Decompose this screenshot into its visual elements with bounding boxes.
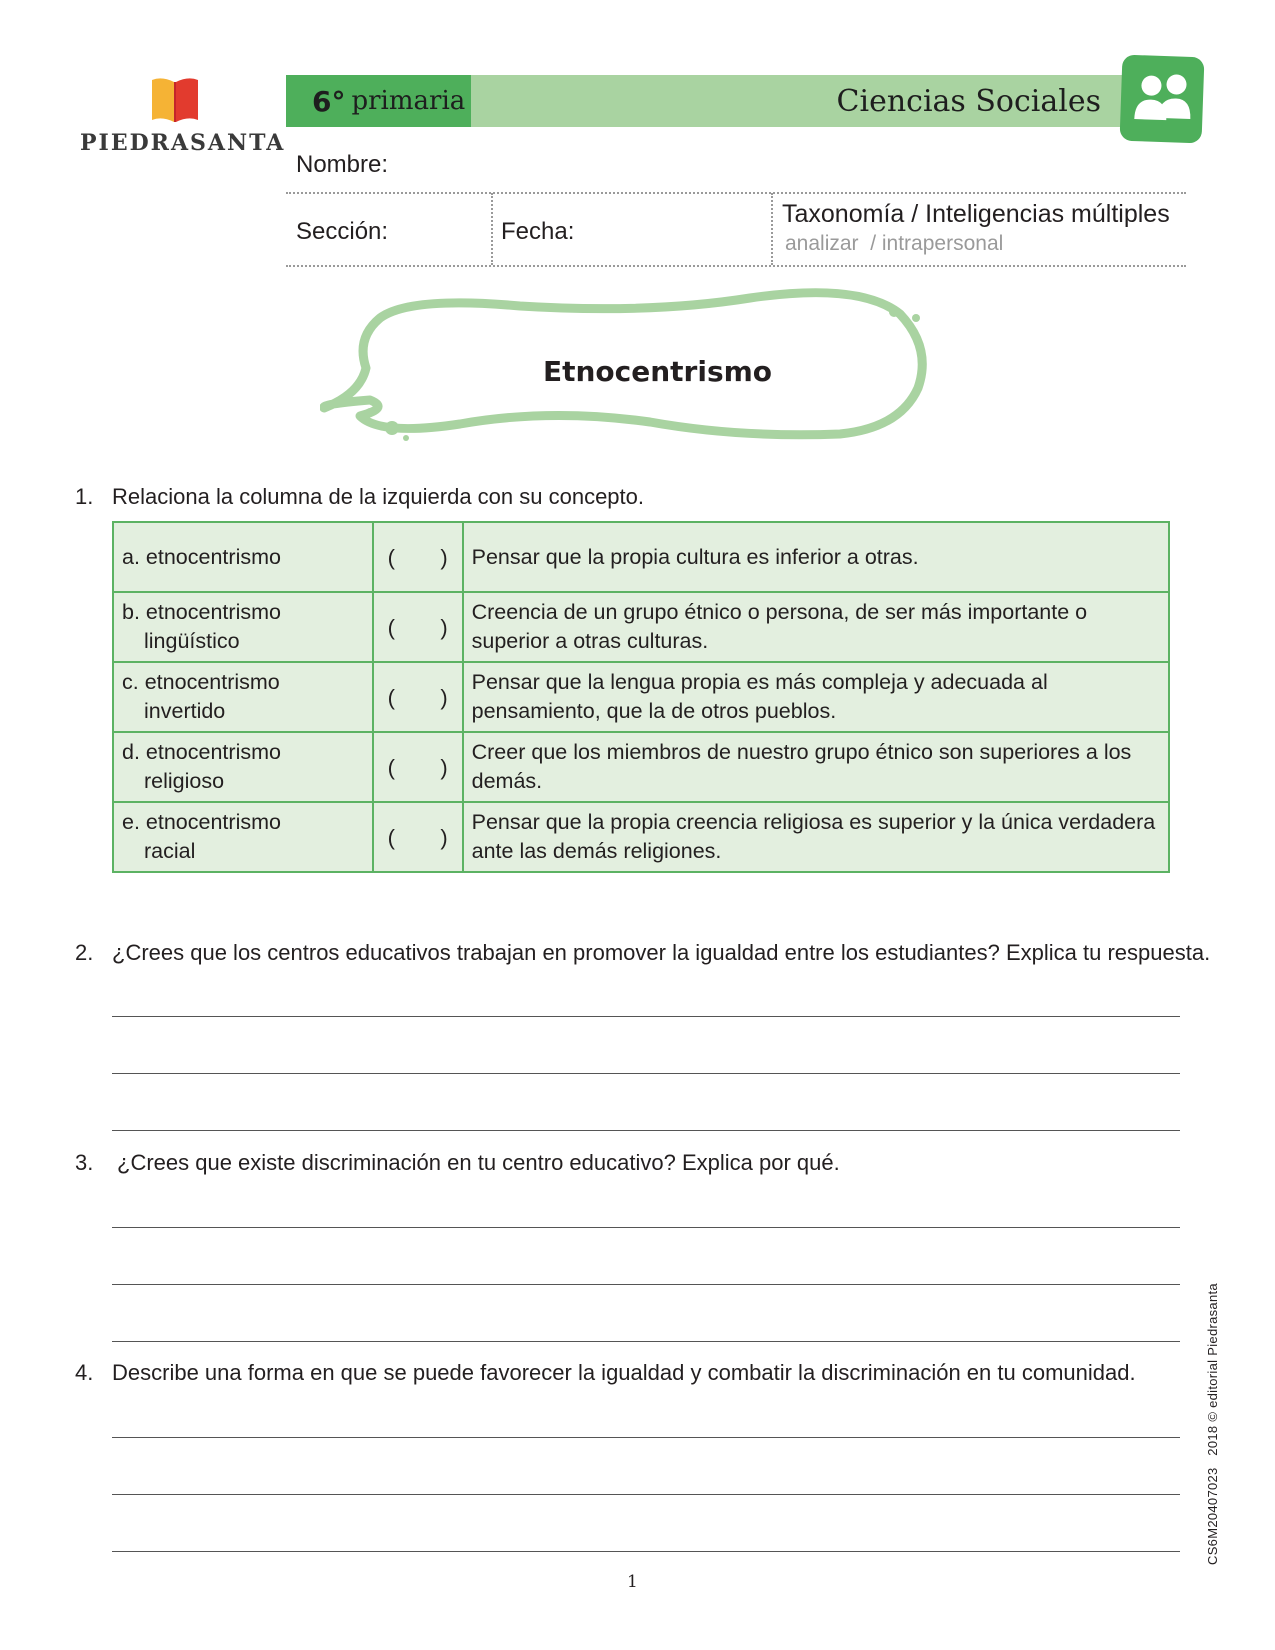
term-cell: [113, 522, 373, 592]
taxonomy-value: analizar / intrapersonal: [785, 232, 1004, 255]
answer-line[interactable]: [112, 1284, 1180, 1285]
answer-line[interactable]: [112, 1227, 1180, 1228]
answer-line[interactable]: [112, 1073, 1180, 1074]
term-cell: [113, 662, 373, 732]
paren-open: (: [387, 754, 395, 780]
option-letter: a.: [122, 544, 140, 569]
option-letter: d.: [122, 740, 140, 764]
question-text: Relaciona la columna de la izquierda con su concepto.: [112, 484, 644, 509]
page-number: 1: [627, 1572, 638, 1592]
question-text: Describe una forma en que se puede favorecer la igualdad y combatir la discriminación en tu comunidad.: [112, 1360, 1136, 1385]
name-label: Nombre:: [296, 151, 389, 178]
divider: [491, 193, 493, 265]
answer-blank[interactable]: [373, 522, 463, 592]
option-letter: b.: [122, 600, 140, 624]
subject-bar: [471, 75, 1131, 127]
option-letter: e.: [122, 810, 140, 834]
table-row: [113, 732, 1169, 802]
term-cell: [113, 732, 373, 802]
question-text: ¿Crees que los centros educativos trabajan en promover la igualdad entre los estudiantes? Explica tu respuesta.: [112, 940, 1211, 965]
answer-line[interactable]: [112, 1437, 1180, 1438]
paren-open: (: [387, 614, 395, 640]
question-number: 1.: [75, 484, 94, 509]
divider: [286, 192, 1186, 194]
term-qualifier: racial: [144, 839, 196, 863]
term-qualifier: invertido: [144, 699, 226, 723]
answer-line[interactable]: [112, 1494, 1180, 1495]
paren-open: (: [387, 544, 395, 570]
paren-close: ): [440, 684, 448, 710]
definition-cell: Pensar que la propia cultura es inferior a otras.: [463, 522, 1169, 592]
term-cell: [113, 592, 373, 662]
answer-line[interactable]: [112, 1551, 1180, 1552]
answer-blank[interactable]: [373, 662, 463, 732]
answer-line[interactable]: [112, 1341, 1180, 1342]
divider: [286, 265, 1186, 267]
paren-close: ): [440, 544, 448, 570]
definition-cell: Creer que los miembros de nuestro grupo étnico son superiores a los demás.: [463, 732, 1169, 802]
paren-close: ): [440, 614, 448, 640]
definition-cell: Creencia de un grupo étnico o persona, de ser más importante o superior a otras culturas.: [463, 592, 1169, 662]
term-qualifier: religioso: [144, 769, 225, 793]
group-icon: [1120, 55, 1205, 144]
table-row: [113, 662, 1169, 732]
question-text: ¿Crees que existe discriminación en tu centro educativo? Explica por qué.: [117, 1150, 840, 1175]
term: etnocentrismo: [145, 810, 281, 834]
term: etnocentrismo: [144, 670, 280, 694]
question-number: 2.: [75, 940, 94, 965]
term: etnocentrismo: [145, 600, 281, 624]
table-row: [113, 592, 1169, 662]
grade-number: 6°: [312, 84, 346, 118]
definition-cell: Pensar que la propia creencia religiosa es superior y la única verdadera ante las demás religiones.: [463, 802, 1169, 872]
term-cell: [113, 802, 373, 872]
grade-word: primaria: [351, 86, 466, 116]
worksheet-title: Etnocentrismo: [542, 355, 773, 388]
publisher-name: PIEDRASANTA: [80, 130, 286, 156]
answer-blank[interactable]: [373, 732, 463, 802]
copyright-notice: CS6M20407023 2018 © editorial Piedrasanta: [1205, 1283, 1220, 1565]
paren-open: (: [387, 824, 395, 850]
publisher-logo: [80, 76, 286, 166]
option-letter: c.: [122, 670, 139, 694]
question-number: 4.: [75, 1360, 94, 1385]
section-label: Sección:: [296, 218, 389, 245]
question-number: 3.: [75, 1150, 94, 1175]
paren-close: ): [440, 754, 448, 780]
term-qualifier: lingüístico: [144, 629, 240, 653]
definition-cell: Pensar que la lengua propia es más compleja y adecuada al pensamiento, que la de otros pueblos.: [463, 662, 1169, 732]
term: etnocentrismo: [145, 740, 281, 764]
answer-line[interactable]: [112, 1016, 1180, 1017]
table-row: [113, 802, 1169, 872]
grade-box: [286, 75, 471, 127]
divider: [771, 193, 773, 265]
answer-blank[interactable]: [373, 592, 463, 662]
answer-blank[interactable]: [373, 802, 463, 872]
paren-close: ): [440, 824, 448, 850]
taxonomy-label: Taxonomía / Inteligencias múltiples: [782, 200, 1170, 228]
table-row: [113, 522, 1169, 592]
term: etnocentrismo: [145, 544, 281, 569]
match-table: [112, 521, 1170, 873]
open-book-icon: [150, 76, 200, 124]
date-label: Fecha:: [501, 218, 575, 245]
subject-title: Ciencias Sociales: [836, 83, 1101, 119]
paren-open: (: [387, 684, 395, 710]
answer-line[interactable]: [112, 1130, 1180, 1131]
